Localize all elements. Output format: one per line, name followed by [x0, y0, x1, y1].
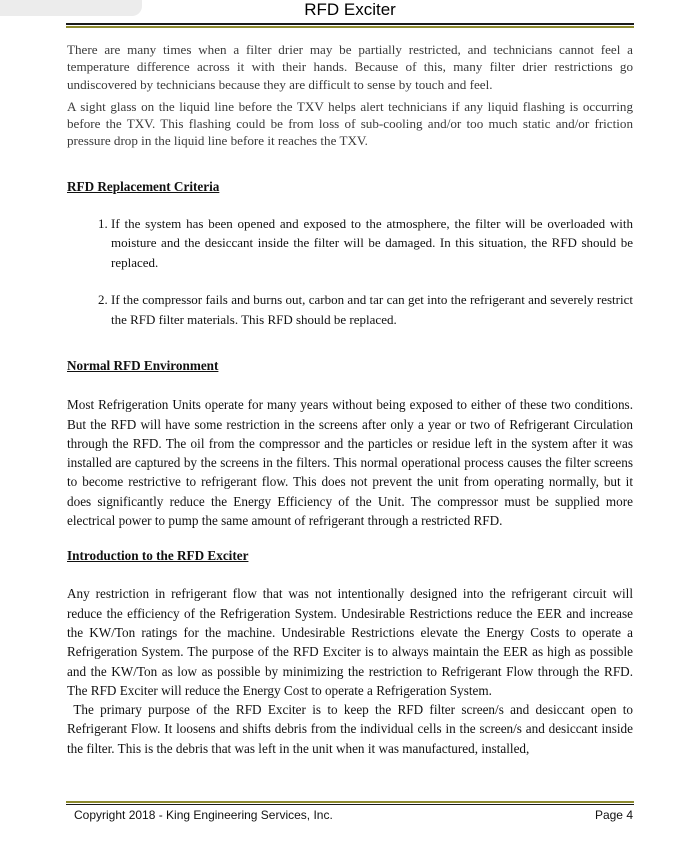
header-rule — [66, 23, 634, 28]
introduction-paragraph-1: Any restriction in refrigerant flow that was not intentionally designed into the refrigerant circuit will reduce the efficiency of the Refrigeration System. Undesirable Restrictions reduce the EER and increase the KW/Ton ratings for the machine. Undesirable Restrictions elevate the Energy Costs to operate a Refrigeration System. The purpose of the RFD Exciter is to always maintain the EER as high as possible and the KW/Ton as low as possible by minimizing the restriction to Refrigerant Flow through the RFD. The RFD Exciter will reduce the Energy Cost to operate a Refrigeration System. — [67, 586, 633, 698]
environment-paragraph: Most Refrigeration Units operate for many years without being exposed to either of these two conditions. But the RFD will have some restriction in the screens after only a year or two of Refrigerant Circulation through the RFD. The oil from the compressor and the particles or residue left in the system after it was installed are captured by the screens in the filters. This normal operational process causes the filter screens to become restrictive to refrigerant flow. This does not prevent the unit from operating normally, but it does significantly reduce the Energy Efficiency of the Unit. The compressor must be supplied more electrical power to pump the same amount of refrigerant through a restricted RFD. — [67, 397, 633, 529]
section-heading-replacement: RFD Replacement Criteria — [67, 178, 220, 194]
intro-paragraph-2: A sight glass on the liquid line before the TXV helps alert technicians if any liquid flashing is occurring before the TXV. This flashing could be from loss of sub-cooling and/or too much static and/or friction pressure drop in the liquid line before it reaches the TXV. — [67, 98, 633, 149]
page-content — [67, 41, 637, 758]
footer-page-number: Page 4 — [594, 808, 633, 822]
footer-rule — [66, 801, 634, 805]
section-heading-introduction: Introduction to the RFD Exciter — [67, 548, 249, 564]
list-item: 2. If the compressor fails and burns out, carbon and tar can get into the refrigerant and severely restrict the RFD filter materials. This RFD should be replaced. — [111, 290, 633, 329]
section-heading-environment: Normal RFD Environment — [67, 358, 219, 374]
replacement-criteria-list — [67, 214, 633, 330]
page-header-title: RFD Exciter — [304, 0, 396, 19]
intro-paragraph-1: There are many times when a filter drier may be partially restricted, and technicians cannot feel a temperature difference across it with their hands. Because of this, many filter drier restrictions go undiscovered by technicians because they are difficult to sense by touch and feel. — [67, 42, 633, 92]
introduction-paragraph-2: The primary purpose of the RFD Exciter is to keep the RFD filter screen/s and desiccant open to Refrigerant Flow. It loosens and shifts debris from the individual cells in the screen/s and desiccant inside the filter. This is the debris that was left in the unit when it was manufactured, installed, — [67, 702, 637, 756]
footer-copyright: Copyright 2018 - King Engineering Services, Inc. — [74, 808, 333, 822]
list-item: 1. If the system has been opened and exposed to the atmosphere, the filter will be overloaded with moisture and the desiccant inside the filter will be damaged. In this situation, the RFD should be replaced. — [111, 214, 633, 273]
